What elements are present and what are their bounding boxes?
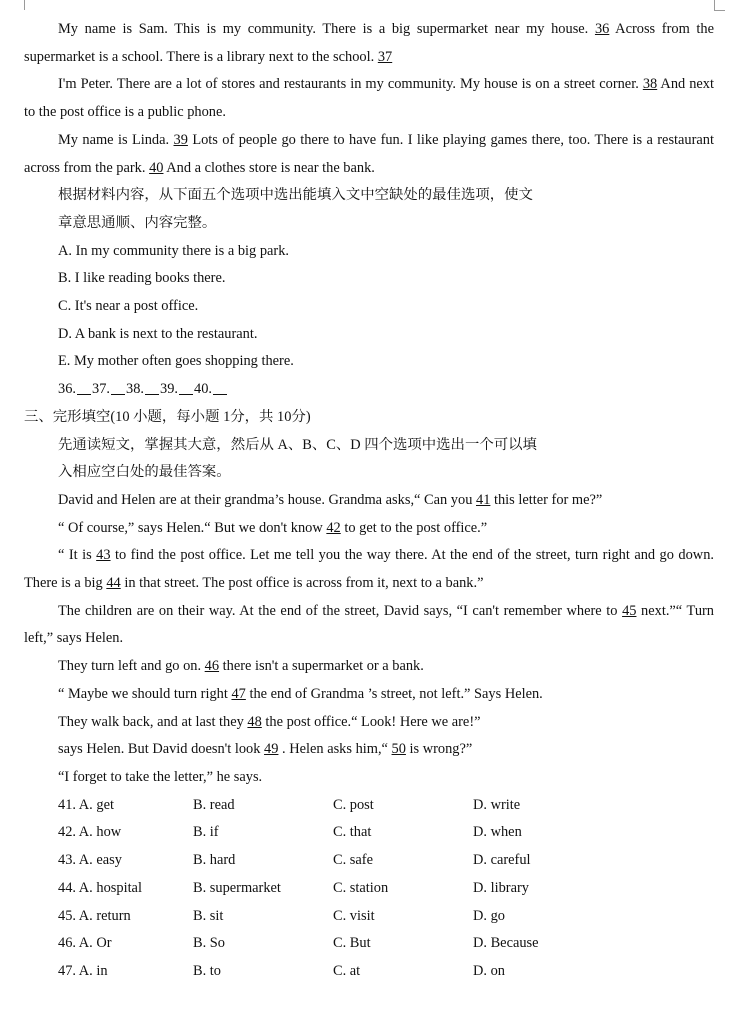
blank-40: 40 xyxy=(149,159,164,176)
blank-41: 41 xyxy=(476,491,491,508)
blank-44: 44 xyxy=(106,575,121,592)
choice-44-b: B. supermarket xyxy=(193,879,281,896)
section-heading-cloze: 三、完形填空(10 小题，每小题 1分，共 10分) xyxy=(24,408,311,425)
page-corner-mark-right xyxy=(714,0,725,11)
answer-gap-40[interactable] xyxy=(213,380,227,395)
blank-45: 45 xyxy=(622,602,637,619)
option-a: A. In my community there is a big park. xyxy=(58,242,290,259)
blank-38: 38 xyxy=(642,76,658,93)
choice-46-a: 46. A. Or xyxy=(58,935,112,952)
instruction-line-1: 根据材料内容，从下面五个选项中选出能填入文中空缺处的最佳选项，使文 xyxy=(58,187,533,204)
choice-41-d: D. write xyxy=(473,796,521,813)
choice-47-a: 47. A. in xyxy=(58,962,108,979)
blank-37: 37 xyxy=(377,48,393,65)
choice-row-42 xyxy=(58,819,714,847)
choice-row-47 xyxy=(58,958,714,986)
cloze-line-9: “I forget to take the letter,” he says. xyxy=(58,768,263,785)
option-c: C. It's near a post office. xyxy=(58,298,199,315)
document-body xyxy=(24,16,714,986)
choice-42-c: C. that xyxy=(333,824,372,841)
blank-43: 43 xyxy=(96,547,111,564)
blank-36: 36 xyxy=(594,21,610,37)
blank-39: 39 xyxy=(173,131,188,148)
choice-45-c: C. visit xyxy=(333,907,375,924)
passage-sam: My name is Sam. This is my community. There is a big supermarket near my house. 36 Across from the supermarket is a school. There is a library next to the school. 37 xyxy=(24,21,714,65)
choice-row-41 xyxy=(58,792,714,820)
blank-50: 50 xyxy=(391,741,406,758)
choice-43-d: D. careful xyxy=(473,852,531,869)
blank-47: 47 xyxy=(231,685,246,702)
blank-42: 42 xyxy=(326,519,341,536)
cloze-line-2: “ Of course,” says Helen.“ But we don't know 42 to get to the post office.” xyxy=(58,519,488,536)
choice-row-46 xyxy=(58,930,714,958)
option-d: D. A bank is next to the restaurant. xyxy=(58,325,258,342)
choice-45-b: B. sit xyxy=(193,907,224,924)
choice-41-b: B. read xyxy=(193,796,235,813)
option-b: B. I like reading books there. xyxy=(58,270,226,287)
choice-43-b: B. hard xyxy=(193,852,236,869)
choices-table xyxy=(24,792,714,986)
instruction-line-2: 章意思通顺、内容完整。 xyxy=(58,214,217,231)
choice-44-d: D. library xyxy=(473,879,529,896)
answer-gap-39[interactable] xyxy=(179,380,193,395)
blank-49: 49 xyxy=(264,741,279,758)
cloze-line-8: says Helen. But David doesn't look 49 . Helen asks him,“ 50 is wrong?” xyxy=(58,741,473,758)
choice-47-d: D. on xyxy=(473,962,505,979)
cloze-line-1: David and Helen are at their grandma’s house. Grandma asks,“ Can you 41 this letter for me?” xyxy=(58,491,603,508)
choice-41-c: C. post xyxy=(333,796,374,813)
passage-peter: I'm Peter. There are a lot of stores and restaurants in my community. My house is on a street corner. 38 And next to the post office is a public phone. xyxy=(24,76,714,121)
blank-46: 46 xyxy=(204,658,220,675)
choice-43-a: 43. A. easy xyxy=(58,852,122,869)
choice-46-c: C. But xyxy=(333,935,371,952)
choice-row-44 xyxy=(58,875,714,903)
page-corner-mark-left xyxy=(24,0,25,10)
choice-45-d: D. go xyxy=(473,907,505,924)
choice-43-c: C. safe xyxy=(333,852,373,869)
cloze-line-6: “ Maybe we should turn right 47 the end of Grandma ’s street, not left.” Says Helen. xyxy=(58,685,543,702)
answer-gap-36[interactable] xyxy=(77,380,91,395)
cloze-instruction-line-2: 入相应空白处的最佳答案。 xyxy=(58,464,231,481)
cloze-line-5: They turn left and go on. 46 there isn't a supermarket or a bank. xyxy=(58,658,424,675)
passage-linda: My name is Linda. 39 Lots of people go there to have fun. I like playing games there, too. There is a restaurant across from the park. 40 And a clothes store is near the bank. xyxy=(24,131,715,176)
answer-gap-38[interactable] xyxy=(145,380,159,395)
choice-47-b: B. to xyxy=(193,962,221,979)
choice-44-c: C. station xyxy=(333,879,389,896)
cloze-instruction-line-1: 先通读短文，掌握其大意，然后从 A、B、C、D 四个选项中选出一个可以填 xyxy=(58,436,537,453)
answer-gap-37[interactable] xyxy=(111,380,125,395)
choice-47-c: C. at xyxy=(333,962,361,979)
answer-line: 36. 37. 38. 39. 40. xyxy=(24,376,714,404)
cloze-line-3: “ It is 43 to find the post office. Let me tell you the way there. At the end of the street, turn right and go down. There is a big 44 in that street. The post office is across from it, next to a bank.” xyxy=(24,547,714,592)
choice-row-43 xyxy=(58,847,714,875)
choice-46-d: D. Because xyxy=(473,935,539,952)
choice-row-45 xyxy=(58,903,714,931)
option-e: E. My mother often goes shopping there. xyxy=(58,353,294,370)
choice-41-a: 41. A. get xyxy=(58,796,114,813)
choice-42-a: 42. A. how xyxy=(58,824,122,841)
choice-42-d: D. when xyxy=(473,824,522,841)
choice-44-a: 44. A. hospital xyxy=(58,879,142,896)
choice-46-b: B. So xyxy=(193,935,225,952)
choice-42-b: B. if xyxy=(193,824,219,841)
blank-48: 48 xyxy=(247,713,262,730)
cloze-line-4: The children are on their way. At the end of the street, David says, “I can't remember where to 45 next.”“ Turn left,” says Helen. xyxy=(24,602,714,647)
choice-45-a: 45. A. return xyxy=(58,907,131,924)
cloze-line-7: They walk back, and at last they 48 the post office.“ Look! Here we are!” xyxy=(58,713,481,730)
